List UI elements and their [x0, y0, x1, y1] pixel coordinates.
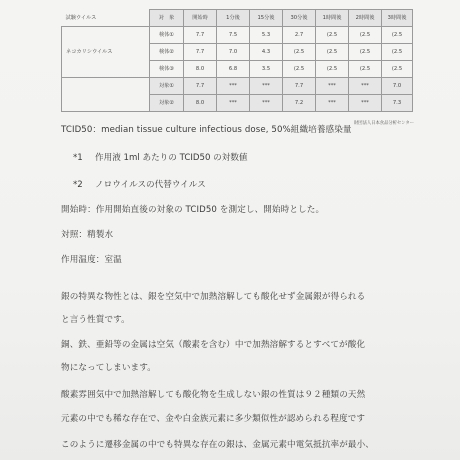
table-cell: (2.5	[316, 60, 349, 77]
table-header-row	[62, 10, 413, 27]
table-cell: (2.5	[349, 43, 382, 60]
table-source: 財団法人日本食品分析センター	[354, 121, 414, 126]
table-row	[62, 26, 413, 43]
table-row	[62, 43, 413, 60]
table-cell: 7.7	[184, 43, 217, 60]
table-cell: 6.8	[217, 60, 250, 77]
col-header: 15分後	[250, 10, 283, 27]
paragraph-1-line-1: 銀の特異な物性とは、銀を空気中で加熱溶解しても酸化せず金属銀が得られる	[61, 292, 366, 302]
table-row	[62, 60, 413, 77]
virus-header: 試験ウイルス	[62, 10, 150, 27]
table-cell: (2.5	[382, 43, 413, 60]
table-cell: (2.5	[316, 43, 349, 60]
table-cell: 7.7	[283, 77, 316, 94]
table-row	[62, 94, 413, 111]
table-cell: 7.2	[283, 94, 316, 111]
table-cell: 7.0	[382, 77, 413, 94]
table-cell: ***	[349, 77, 382, 94]
table-cell: 3.5	[250, 60, 283, 77]
table-cell: ***	[217, 94, 250, 111]
temperature-note: 作用温度：室温	[61, 255, 122, 265]
table-cell: ***	[217, 77, 250, 94]
table-cell: 5.3	[250, 26, 283, 43]
col-header: 3時間後	[382, 10, 413, 27]
col-header: 1時間後	[316, 10, 349, 27]
table-cell: (2.5	[316, 26, 349, 43]
col-header: 30分後	[283, 10, 316, 27]
row-label: 対象①	[150, 77, 184, 94]
control-note: 対照：精製水	[61, 230, 114, 240]
virus-name: ネコカリシウイルス	[62, 43, 150, 60]
row-label: 検体①	[150, 26, 184, 43]
paragraph-1-line-2: と言う性質です。	[61, 315, 130, 325]
table-cell: 2.7	[283, 26, 316, 43]
virus-cell	[62, 77, 150, 94]
footnote-1-text: 作用液 1ml あたりの TCID50 の対数値	[95, 153, 248, 163]
table-cell: (2.5	[382, 26, 413, 43]
row-label: 対象②	[150, 94, 184, 111]
table-cell: (2.5	[283, 60, 316, 77]
paragraph-3-line-1: 酸素雰囲気中で加熱溶解しても酸化物を生成しない銀の性質は９２種類の天然	[61, 390, 366, 400]
start-note: 開始時：作用開始直後の対象の TCID50 を測定し、開始時とした。	[61, 205, 325, 215]
paragraph-4-line-1: このように遷移金属の中でも特異な存在の銀は、金属元素中電気抵抗率が最小、	[61, 440, 374, 450]
table-cell: (2.5	[283, 43, 316, 60]
table-cell: (2.5	[349, 26, 382, 43]
table-cell: ***	[349, 94, 382, 111]
table-cell: 4.3	[250, 43, 283, 60]
footnote-2-text: ノロウイルスの代替ウイルス	[95, 180, 206, 190]
col-header: 2時間後	[349, 10, 382, 27]
footnote-2	[73, 178, 206, 190]
table-cell: ***	[316, 94, 349, 111]
col-header: 開始時	[184, 10, 217, 27]
table-cell: 7.7	[184, 26, 217, 43]
footnote-2-mark: *2	[73, 180, 83, 190]
table-row	[62, 77, 413, 94]
table-cell: 7.5	[217, 26, 250, 43]
paragraph-3-line-2: 元素の中でも稀な存在で、金や白金族元素に多少類似性が認められる程度です	[61, 414, 366, 424]
row-label: 検体③	[150, 60, 184, 77]
table-cell: ***	[316, 77, 349, 94]
paragraph-2-line-2: 物になってしまいます。	[61, 363, 156, 373]
col-header: 対 象	[150, 10, 184, 27]
results-table	[61, 9, 413, 112]
table-cell: ***	[250, 77, 283, 94]
table-cell: (2.5	[382, 60, 413, 77]
table-cell: ***	[250, 94, 283, 111]
footnote-1	[73, 151, 248, 163]
table-cell: 7.0	[217, 43, 250, 60]
table-cell: 7.3	[382, 94, 413, 111]
paragraph-2-line-1: 銅、鉄、亜鉛等の金属は空気（酸素を含む）中で加熱溶解するとすべてが酸化	[61, 340, 366, 350]
row-label: 検体②	[150, 43, 184, 60]
table-cell: 8.0	[184, 94, 217, 111]
virus-cell	[62, 26, 150, 43]
footnote-1-mark: *1	[73, 153, 83, 163]
table-cell: 8.0	[184, 60, 217, 77]
tcid-definition: TCID50：median tissue culture infectious dose, 50%組織培養感染量	[61, 125, 352, 135]
table-cell: 7.7	[184, 77, 217, 94]
virus-cell	[62, 60, 150, 77]
table-cell: (2.5	[349, 60, 382, 77]
virus-cell	[62, 94, 150, 111]
col-header: 1分後	[217, 10, 250, 27]
